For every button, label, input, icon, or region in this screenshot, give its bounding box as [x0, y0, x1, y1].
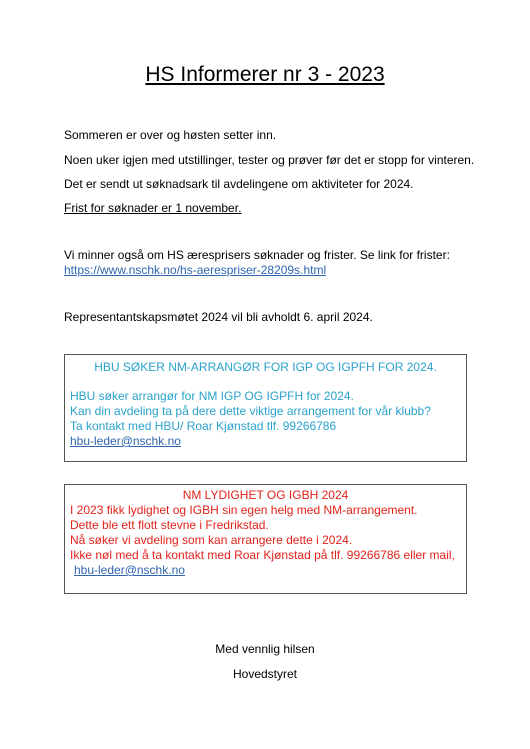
- deadline-line: Frist for søknader er 1 november.: [64, 201, 242, 215]
- hbu-notice-line-2: Kan din avdeling ta på dere dette viktige arrangement for vår klubb?: [70, 404, 431, 418]
- page-title: HS Informerer nr 3 - 2023: [145, 63, 385, 86]
- intro-line-2: Noen uker igjen med utstillinger, tester og prøver før det er stopp for vinteren.: [64, 153, 475, 167]
- intro-line-3: Det er sendt ut søknadsark til avdelingene om aktiviteter for 2024.: [64, 177, 414, 191]
- closing-signature: Hovedstyret: [232, 667, 298, 681]
- honor-prizes-line: Vi minner også om HS æresprisers søknader og frister. Se link for frister:: [64, 248, 450, 262]
- honor-prizes-link[interactable]: https://www.nschk.no/hs-aerespriser-28209s.html: [64, 263, 327, 277]
- nm-notice-line-1: I 2023 fikk lydighet og IGBH sin egen helg med NM-arrangement.: [70, 503, 418, 517]
- intro-line-1: Sommeren er over og høsten setter inn.: [64, 128, 277, 142]
- hbu-notice-email-link[interactable]: hbu-leder@nschk.no: [70, 434, 181, 448]
- closing-greeting: Med vennlig hilsen: [215, 642, 315, 656]
- nm-notice-line-3: Nå søker vi avdeling som kan arrangere dette i 2024.: [70, 533, 353, 547]
- assembly-line: Representantskapsmøtet 2024 vil bli avholdt 6. april 2024.: [64, 310, 373, 324]
- hbu-notice-line-1: HBU søker arrangør for NM IGP OG IGPFH for 2024.: [70, 389, 354, 403]
- nm-notice-line-2: Dette ble ett flott stevne i Fredrikstad.: [70, 518, 269, 532]
- nm-notice-line-4: Ikke nøl med å ta kontakt med Roar Kjønstad på tlf. 99266786 eller mail,: [70, 548, 455, 562]
- hbu-notice-line-3: Ta kontakt med HBU/ Roar Kjønstad tlf. 99266786: [70, 419, 337, 433]
- nm-notice-email-link[interactable]: hbu-leder@nschk.no: [74, 563, 185, 577]
- nm-notice-heading: NM LYDIGHET OG IGBH 2024: [182, 488, 349, 502]
- nm-notice-box: [64, 484, 467, 594]
- hbu-notice-box: [64, 354, 467, 462]
- hbu-notice-heading: HBU SØKER NM-ARRANGØR FOR IGP OG IGPFH FOR 2024.: [94, 360, 437, 374]
